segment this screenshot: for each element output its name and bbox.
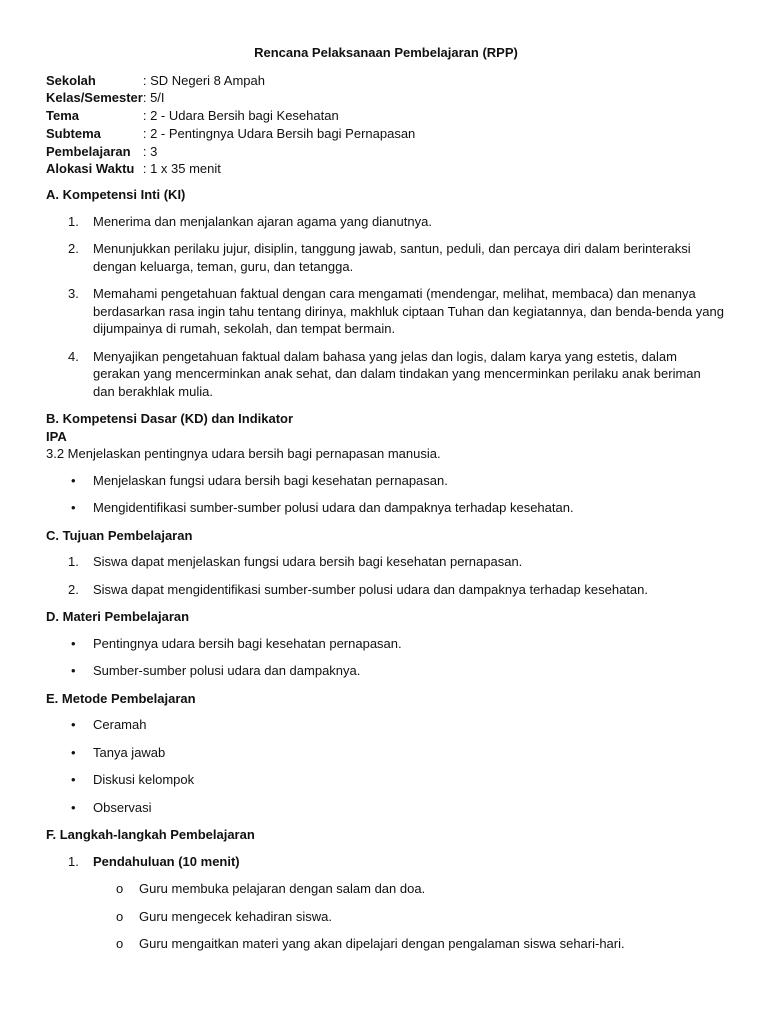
kd-statement: 3.2 Menjelaskan pentingnya udara bersih bagi pernapasan manusia.	[46, 446, 441, 462]
pendahuluan-sublist	[46, 880, 726, 953]
info-row	[46, 72, 415, 90]
section-heading-metode: E. Metode Pembelajaran	[46, 690, 196, 706]
info-row	[46, 143, 415, 161]
metode-list	[46, 716, 726, 816]
section-heading-tujuan: C. Tujuan Pembelajaran	[46, 527, 193, 543]
list-item	[46, 908, 726, 926]
list-item-text: Guru mengaitkan materi yang akan dipelajari dengan pengalaman siswa sehari-hari.	[139, 936, 625, 952]
list-number: 1.	[68, 554, 79, 570]
info-value: : 2 - Pentingnya Udara Bersih bagi Pernapasan	[142, 125, 416, 141]
list-item	[46, 799, 726, 817]
list-item-text: Ceramah	[93, 717, 147, 733]
list-item-text: Guru mengecek kehadiran siswa.	[139, 908, 332, 924]
circle-bullet-icon: o	[116, 908, 124, 924]
list-item-text: Menjelaskan fungsi udara bersih bagi kesehatan pernapasan.	[93, 472, 448, 488]
bullet-icon: •	[71, 772, 76, 788]
list-item-text: Tanya jawab	[93, 744, 166, 760]
list-item	[46, 472, 726, 490]
list-number: 4.	[68, 348, 79, 364]
list-item	[46, 499, 726, 517]
ki-list	[46, 213, 726, 401]
list-item-text: Menyajikan pengetahuan faktual dalam bahasa yang jelas dan logis, dalam karya yang estetis, dalam gerakan yang mencerminkan anak sehat, dan dalam tindakan yang mencerminkan perilaku anak beriman dan berakhlak mulia.	[93, 348, 701, 399]
info-key: Subtema	[46, 125, 101, 141]
list-item	[46, 771, 726, 789]
list-number: 1.	[68, 213, 79, 229]
section-heading-langkah: F. Langkah-langkah Pembelajaran	[46, 827, 255, 843]
indicator-list	[46, 472, 726, 517]
list-item	[46, 348, 726, 401]
subject-label: IPA	[46, 428, 67, 444]
info-value: : SD Negeri 8 Ampah	[142, 72, 265, 88]
list-item	[46, 744, 726, 762]
info-value: : 1 x 35 menit	[142, 161, 221, 177]
document-page	[46, 44, 726, 963]
list-item-text: Menunjukkan perilaku jujur, disiplin, tanggung jawab, santun, peduli, dan percaya diri dalam berinteraksi dengan keluarga, teman, guru, dan tetangga.	[93, 241, 691, 274]
circle-bullet-icon: o	[116, 936, 124, 952]
list-number: 1.	[68, 853, 79, 869]
info-row	[46, 160, 415, 178]
info-row	[46, 107, 415, 125]
info-row	[46, 89, 415, 107]
section-heading-ki: A. Kompetensi Inti (KI)	[46, 187, 186, 203]
list-number: 2.	[68, 581, 79, 597]
list-item	[46, 581, 726, 599]
info-value: : 5/I	[142, 90, 165, 106]
list-item	[46, 240, 726, 275]
info-key: Pembelajaran	[46, 143, 131, 159]
section-heading-kd: B. Kompetensi Dasar (KD) dan Indikator	[46, 411, 294, 427]
list-item-text: Guru membuka pelajaran dengan salam dan doa.	[139, 881, 426, 897]
page-title: Rencana Pelaksanaan Pembelajaran (RPP)	[254, 45, 518, 60]
list-item-text: Siswa dapat menjelaskan fungsi udara bersih bagi kesehatan pernapasan.	[93, 554, 523, 570]
bullet-icon: •	[71, 500, 76, 516]
list-item	[46, 853, 726, 871]
list-item-text: Pendahuluan (10 menit)	[93, 853, 240, 869]
bullet-icon: •	[71, 635, 76, 651]
list-number: 2.	[68, 241, 79, 257]
list-item	[46, 880, 726, 898]
info-value: : 2 - Udara Bersih bagi Kesehatan	[142, 108, 339, 124]
list-item-text: Observasi	[93, 799, 152, 815]
list-item	[46, 662, 726, 680]
list-item-text: Diskusi kelompok	[93, 772, 195, 788]
list-item	[46, 716, 726, 734]
identity-table	[46, 72, 415, 179]
list-number: 3.	[68, 286, 79, 302]
list-item-text: Siswa dapat mengidentifikasi sumber-sumber polusi udara dan dampaknya terhadap kesehatan.	[93, 581, 648, 597]
info-key: Kelas/Semester	[46, 90, 143, 106]
info-row	[46, 125, 415, 143]
list-item-text: Menerima dan menjalankan ajaran agama yang dianutnya.	[93, 213, 432, 229]
list-item	[46, 553, 726, 571]
langkah-list	[46, 853, 726, 871]
materi-list	[46, 635, 726, 680]
list-item	[46, 935, 726, 953]
info-key: Tema	[46, 108, 79, 124]
info-key: Sekolah	[46, 72, 96, 88]
circle-bullet-icon: o	[116, 881, 124, 897]
bullet-icon: •	[71, 799, 76, 815]
tujuan-list	[46, 553, 726, 598]
bullet-icon: •	[71, 717, 76, 733]
info-value: : 3	[142, 143, 158, 159]
list-item	[46, 213, 726, 231]
list-item	[46, 285, 726, 338]
list-item-text: Sumber-sumber polusi udara dan dampaknya.	[93, 663, 361, 679]
list-item-text: Pentingnya udara bersih bagi kesehatan pernapasan.	[93, 635, 402, 651]
list-item	[46, 635, 726, 653]
bullet-icon: •	[71, 472, 76, 488]
list-item-text: Mengidentifikasi sumber-sumber polusi udara dan dampaknya terhadap kesehatan.	[93, 500, 574, 516]
bullet-icon: •	[71, 663, 76, 679]
list-item-text: Memahami pengetahuan faktual dengan cara mengamati (mendengar, melihat, membaca) dan menanya berdasarkan rasa ingin tahu tentang dirinya, makhluk ciptaan Tuhan dan kegiatannya, dan benda-benda yang dijumpainya di rumah, sekolah, dan tempat bermain.	[93, 286, 724, 337]
bullet-icon: •	[71, 744, 76, 760]
section-heading-materi: D. Materi Pembelajaran	[46, 609, 190, 625]
info-key: Alokasi Waktu	[46, 161, 135, 177]
